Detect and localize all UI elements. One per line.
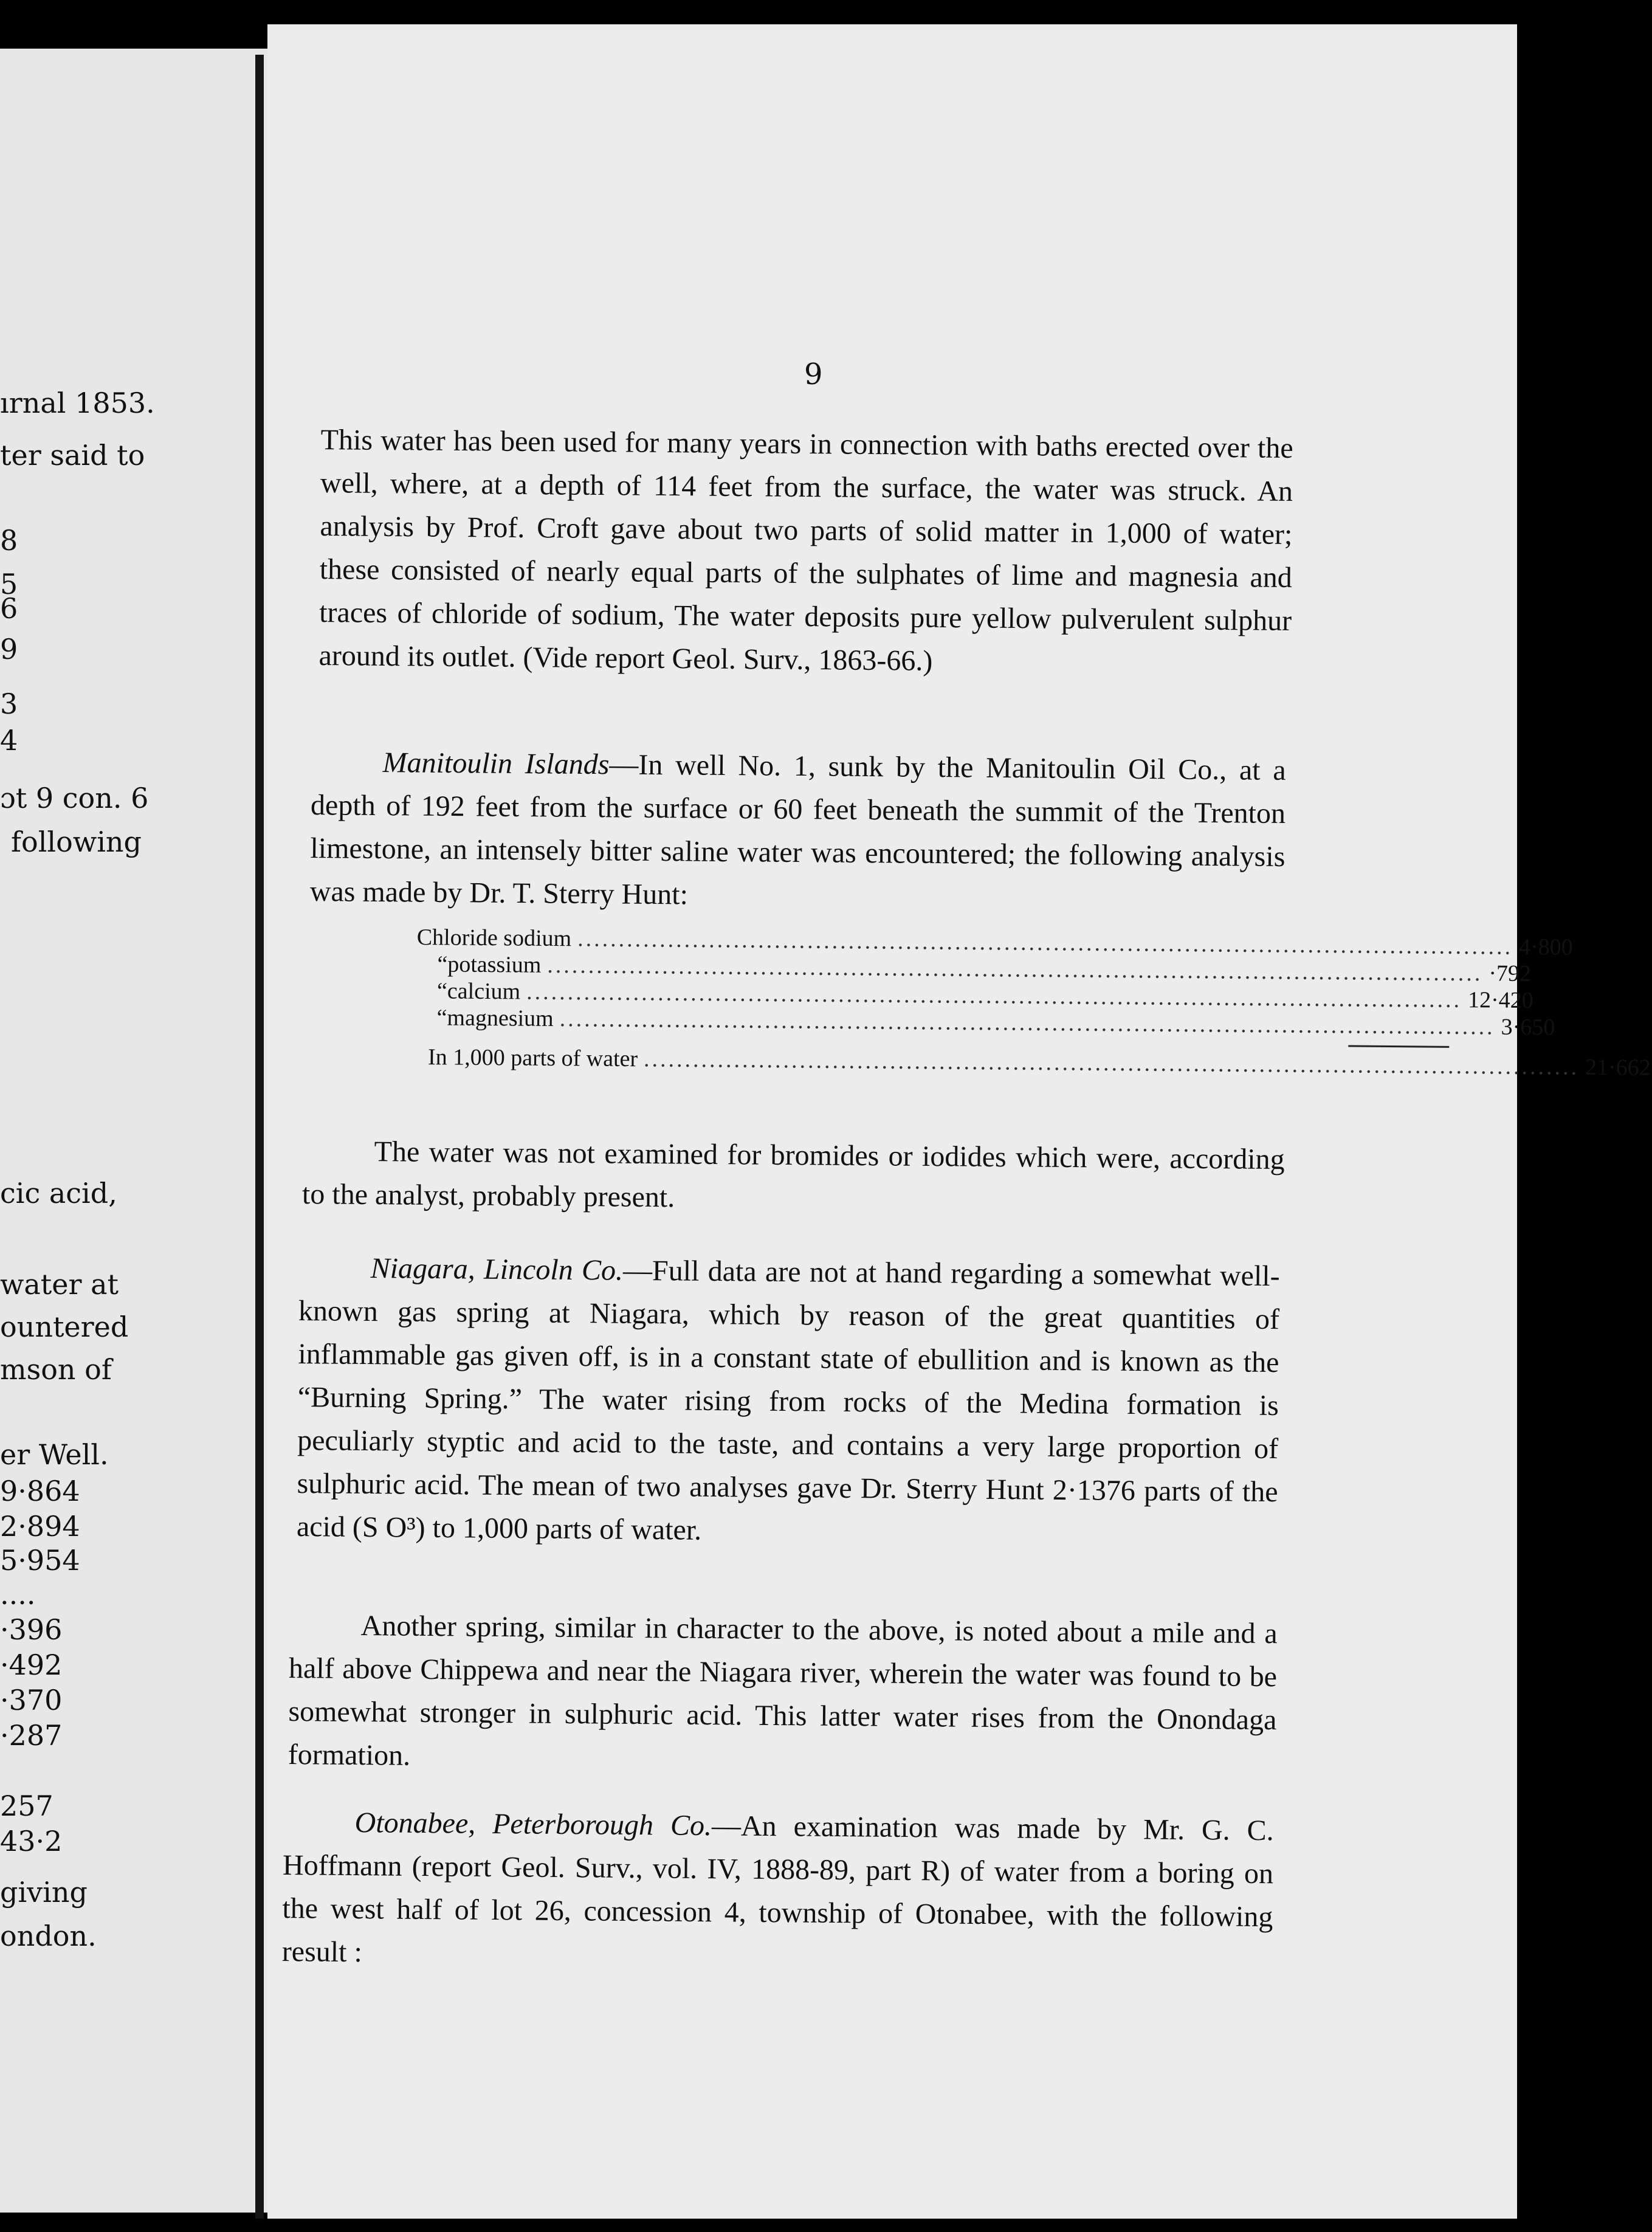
analysis-label: Chloride sodium: [416, 925, 572, 952]
analysis-value: ·792: [1489, 960, 1532, 987]
analysis-total-row: [416, 1044, 1651, 1081]
facing-page-line: giving: [0, 1876, 88, 1909]
facing-page-line: 4: [0, 724, 18, 757]
facing-page-line: ter said to: [0, 439, 145, 472]
paragraph-chippewa: [288, 1603, 1278, 1785]
ditto-mark: “: [436, 1005, 447, 1031]
facing-page-line: ·287: [0, 1719, 63, 1752]
analysis-value: 3·650: [1501, 1014, 1555, 1041]
facing-page-line: ırnal 1853.: [0, 387, 155, 419]
paragraph-otonabee: [282, 1800, 1274, 1982]
facing-page-line: ·396: [0, 1613, 63, 1646]
paragraph-bromides: [302, 1129, 1285, 1224]
paragraph-text: Manitoulin Islands—In well No. 1, sunk by the Manitoulin Oil Co., at a depth of 192 feet from the surface or 60 feet beneath the summit of the Trenton limestone, an intensely bitter saline water was encountered; the following analysis was made by Dr. T. Sterry Hunt:: [309, 746, 1286, 911]
facing-page-line: following: [11, 825, 142, 858]
leader-dots: ..................................................................................................................: [577, 926, 1513, 960]
leader-dots: ..................................................................................................................: [559, 1006, 1495, 1040]
paragraph-manitoulin: [310, 740, 1286, 921]
paragraph-text: Niagara, Lincoln Co.—Full data are not at hand regarding a somewhat well-known gas spring at Niagara, which by reason of the great quantities of inflammable gas given off, is in a constant state of ebullition and is known as the “Burning Spring.” The water rising from rocks of the Medina formation is peculiarly styptic and acid to the taste, and contains a very large proportion of sulphuric acid. The mean of two analyses gave Dr. Sterry Hunt 2·1376 parts of the acid (S O³) to 1,000 parts of water.: [296, 1252, 1280, 1546]
place-name: Niagara, Lincoln Co.: [370, 1252, 624, 1287]
facing-page-line: 257: [0, 1789, 53, 1822]
facing-page-line: 2·894: [0, 1510, 80, 1543]
total-rule: [1348, 1045, 1449, 1047]
leader-dots: ..................................................................................................................: [547, 952, 1483, 987]
analysis-label: calcium: [447, 978, 521, 1005]
facing-page-line: ɔt 9 con. 6: [0, 782, 149, 815]
facing-page-line: 5: [0, 568, 18, 601]
facing-page-line: 3: [0, 687, 18, 720]
facing-page-line: 9: [0, 633, 18, 666]
ditto-mark: “: [437, 951, 448, 977]
place-name: Otonabee, Peterborough Co.: [354, 1807, 712, 1842]
leader-dots: ..................................................................................................................: [526, 979, 1462, 1013]
facing-page-line: ountered: [0, 1311, 129, 1343]
analysis-total-value: 21·662: [1585, 1054, 1651, 1081]
facing-page-line: ....: [0, 1578, 36, 1611]
paragraph-croft: [318, 418, 1293, 686]
facing-page-line: 5·954: [0, 1544, 80, 1577]
facing-page-line: water at: [0, 1268, 119, 1301]
paragraph-text: Another spring, similar in character to the above, is noted about a mile and a half above Chippewa and near the Niagara river, wherein the water was found to be somewhat stronger in sulphuric acid. This latter water rises from the Onondaga formation.: [287, 1610, 1278, 1772]
facing-page-line: 43·2: [0, 1825, 63, 1858]
facing-page-line: 6: [0, 592, 18, 625]
analysis-label: potassium: [447, 951, 542, 978]
facing-page-line: 8: [0, 524, 18, 557]
analysis-table: [416, 924, 1651, 1081]
ditto-mark: “: [436, 978, 448, 1004]
facing-page-line: ·492: [0, 1648, 63, 1681]
analysis-label: magnesium: [447, 1005, 554, 1032]
facing-page-line: cic acid,: [0, 1177, 117, 1210]
paragraph-text: This water has been used for many years in connection with baths erected over the well, where, at a depth of 114 feet from the surface, the water was struck. An analysis by Prof. Croft gave about two parts of solid matter in 1,000 of water; these consisted of nearly equal parts of the sulphates of lime and magnesia and traces of chloride of sodium, The water deposits pure yellow pulverulent sulphur around its outlet. (Vide report Geol. Surv., 1863-66.): [318, 423, 1293, 677]
facing-page-line: er Well.: [0, 1438, 109, 1471]
analysis-value: 12·420: [1467, 987, 1533, 1014]
facing-page: [0, 49, 267, 2213]
page-number: 9: [804, 357, 823, 391]
leader-dots: ..................................................................................................................: [643, 1046, 1580, 1080]
book-gutter: [255, 55, 264, 2219]
paragraph-niagara: [297, 1246, 1280, 1557]
analysis-value: 4·800: [1518, 934, 1573, 960]
analysis-total-label: In 1,000 parts of water: [427, 1044, 638, 1072]
paragraph-text: Otonabee, Peterborough Co.—An examination was made by Mr. G. C. Hoffmann (report Geol. Surv., vol. IV, 1888-89, part R) of water from a boring on the west half of lot 26, concession 4, township of Otonabee, with the following result :: [281, 1807, 1274, 1969]
facing-page-line: 9·864: [0, 1475, 80, 1507]
facing-page-line: mson of: [0, 1353, 112, 1386]
facing-page-line: ·370: [0, 1684, 63, 1717]
paragraph-text: The water was not examined for bromides or iodides which were, according to the analyst, probably present.: [301, 1135, 1285, 1214]
place-name: Manitoulin Islands: [382, 746, 610, 781]
facing-page-line: ondon.: [0, 1920, 97, 1952]
main-page: [267, 24, 1651, 2219]
